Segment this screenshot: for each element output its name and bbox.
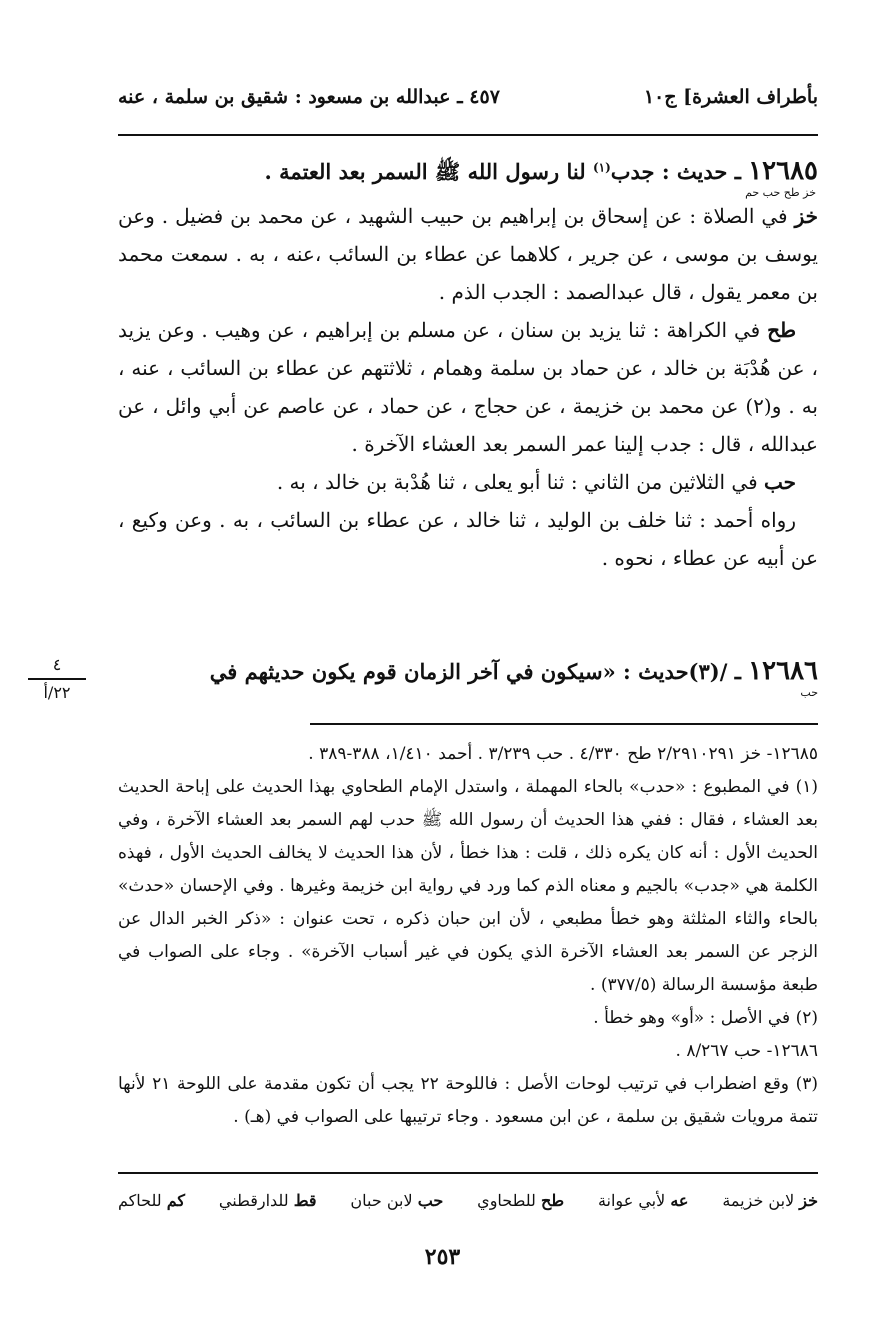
key-item: طح للطحاوي xyxy=(477,1191,565,1210)
paragraph-ahmad xyxy=(118,501,818,577)
margin-note-line xyxy=(28,678,86,680)
footnotes xyxy=(118,738,818,1134)
footnote-ref-12685: ١٢٦٨٥- خز ٢/٢٩١٠٢٩١ طح ٤/٣٣٠ . حب ٣/٢٣٩ . أحمد ١/٤١٠، ٣٨٨-٣٨٩ . xyxy=(308,744,818,764)
hadith-sigla: خز طح حب حم xyxy=(745,186,816,199)
hadith-title: ـ حديث : جدب xyxy=(610,159,749,184)
key-item: خز لابن خزيمة xyxy=(722,1191,818,1210)
key-rule xyxy=(118,1172,818,1174)
key-item: قط للدارقطني xyxy=(218,1191,317,1210)
running-header xyxy=(118,86,818,120)
header-rule xyxy=(118,134,818,136)
source-symbol: خز xyxy=(794,204,818,228)
main-text xyxy=(118,152,818,577)
key-item: كم للحاكم xyxy=(118,1191,186,1210)
footnote-separator xyxy=(310,723,818,725)
footnote-1: (١) في المطبوع : «حدب» بالحاء المهملة ، واستدل الإمام الطحاوي بهذا الحديث على إباحة الحديث بعد العشاء ، فقال : ففي هذا الحديث أن رسول الله ﷺ حدب لهم السمر بعد العشاء الآخرة ، وفي الحديث الأول : أنه كان يكره ذلك ، قلت : هذا خطأ ، لأن هذا الحديث لا يخالف الحديث الأول ، فهذه الكلمة هي «جدب» بالجيم و معناه الذم كما ورد في رواية ابن خزيمة وغيرها . وفي الإحسان «حدث» بالحاء والثاء المثلثة وهو خطأ مطبعي ، لأن ابن حبان ذكره ، تحت عنوان : «ذكر الخبر الدال عن الزجر عن السمر بعد العشاء الآخرة الذي يكون في غير أسباب الآخرة» . وجاء على الصواب في طبعة مؤسسة الرسالة (٣٧٧/٥) . xyxy=(118,777,818,995)
key-item: حب لابن حبان xyxy=(350,1191,444,1210)
hadith-heading-12686 xyxy=(118,652,818,691)
footnote-2: (٢) في الأصل : «أو» وهو خطأ . xyxy=(593,1008,818,1028)
footnote-3: (٣) وقع اضطراب في ترتيب لوحات الأصل : فاللوحة ٢٢ يجب أن تكون مقدمة على اللوحة ٢١ لأنها تتمة مرويات شقيق بن سلمة ، عن ابن مسعود . وجاء ترتيبها على الصواب في (هـ) . xyxy=(118,1074,818,1127)
page-number: ٢٥٣ xyxy=(424,1244,461,1270)
paragraph-th xyxy=(118,311,818,463)
hadith-heading-12685 xyxy=(118,152,818,191)
margin-note-bottom: ٢٢/أ xyxy=(43,682,71,702)
source-symbol: حب xyxy=(763,470,796,494)
hadith-number: ١٢٦٨٦ xyxy=(748,656,818,686)
paragraph-khz xyxy=(118,197,818,311)
paragraph-text: في الكراهة : ثنا يزيد بن سنان ، عن مسلم بن إبراهيم ، عن وهيب . وعن يزيد ، عن هُدْبَة بن خالد ، عن حماد بن سلمة وهمام ، ثلاثتهم عن عطاء بن السائب ، عنه ، به . و(٢) عن محمد بن خزيمة ، عن حجاج ، عن حماد ، عن عاصم عن أبي وائل ، عن عبدالله ، قال : جدب إلينا عمر السمر بعد العشاء الآخرة . xyxy=(118,318,818,456)
hadith-title-rest: لنا رسول الله ﷺ السمر بعد العتمة . xyxy=(264,159,593,184)
margin-note-top: ٤ xyxy=(52,655,62,674)
hadith-number: ١٢٦٨٥ xyxy=(748,156,818,186)
key-item: عه لأبي عوانة xyxy=(597,1191,689,1210)
hadith-title: ـ /(٣)حديث : «سيكون في آخر الزمان قوم يكون حديثهم في xyxy=(209,659,749,684)
footnote-ref-12686: ١٢٦٨٦- حب ٨/٢٦٧ . xyxy=(675,1041,818,1061)
abbreviation-key xyxy=(118,1186,818,1216)
paragraph-text: في الصلاة : عن إسحاق بن إبراهيم بن حبيب الشهيد ، عن محمد بن فضيل . وعن يوسف بن موسى ، عن جرير ، كلاهما عن عطاء بن السائب ،عنه ، به . سمعت محمد بن معمر يقول ، قال عبدالصمد : الجدب الذم . xyxy=(118,204,818,304)
paragraph-text: رواه أحمد : ثنا خلف بن الوليد ، ثنا خالد ، عن عطاء بن السائب ، به . وعن وكيع ، عن أبيه عن عطاء ، نحوه . xyxy=(118,508,818,570)
source-symbol: طح xyxy=(767,318,796,342)
book-title: بأطراف العشرة] ج١٠ xyxy=(643,86,818,108)
footnote-mark: (١) xyxy=(592,160,611,175)
paragraph-hb xyxy=(118,463,818,501)
section-title: ٤٥٧ ـ عبدالله بن مسعود : شقيق بن سلمة ، عنه xyxy=(118,86,500,108)
paragraph-text: في الثلاثين من الثاني : ثنا أبو يعلى ، ثنا هُدْبة بن خالد ، به . xyxy=(276,470,764,494)
hadith-sigla: حب xyxy=(800,686,818,699)
margin-folio-note xyxy=(28,655,86,703)
